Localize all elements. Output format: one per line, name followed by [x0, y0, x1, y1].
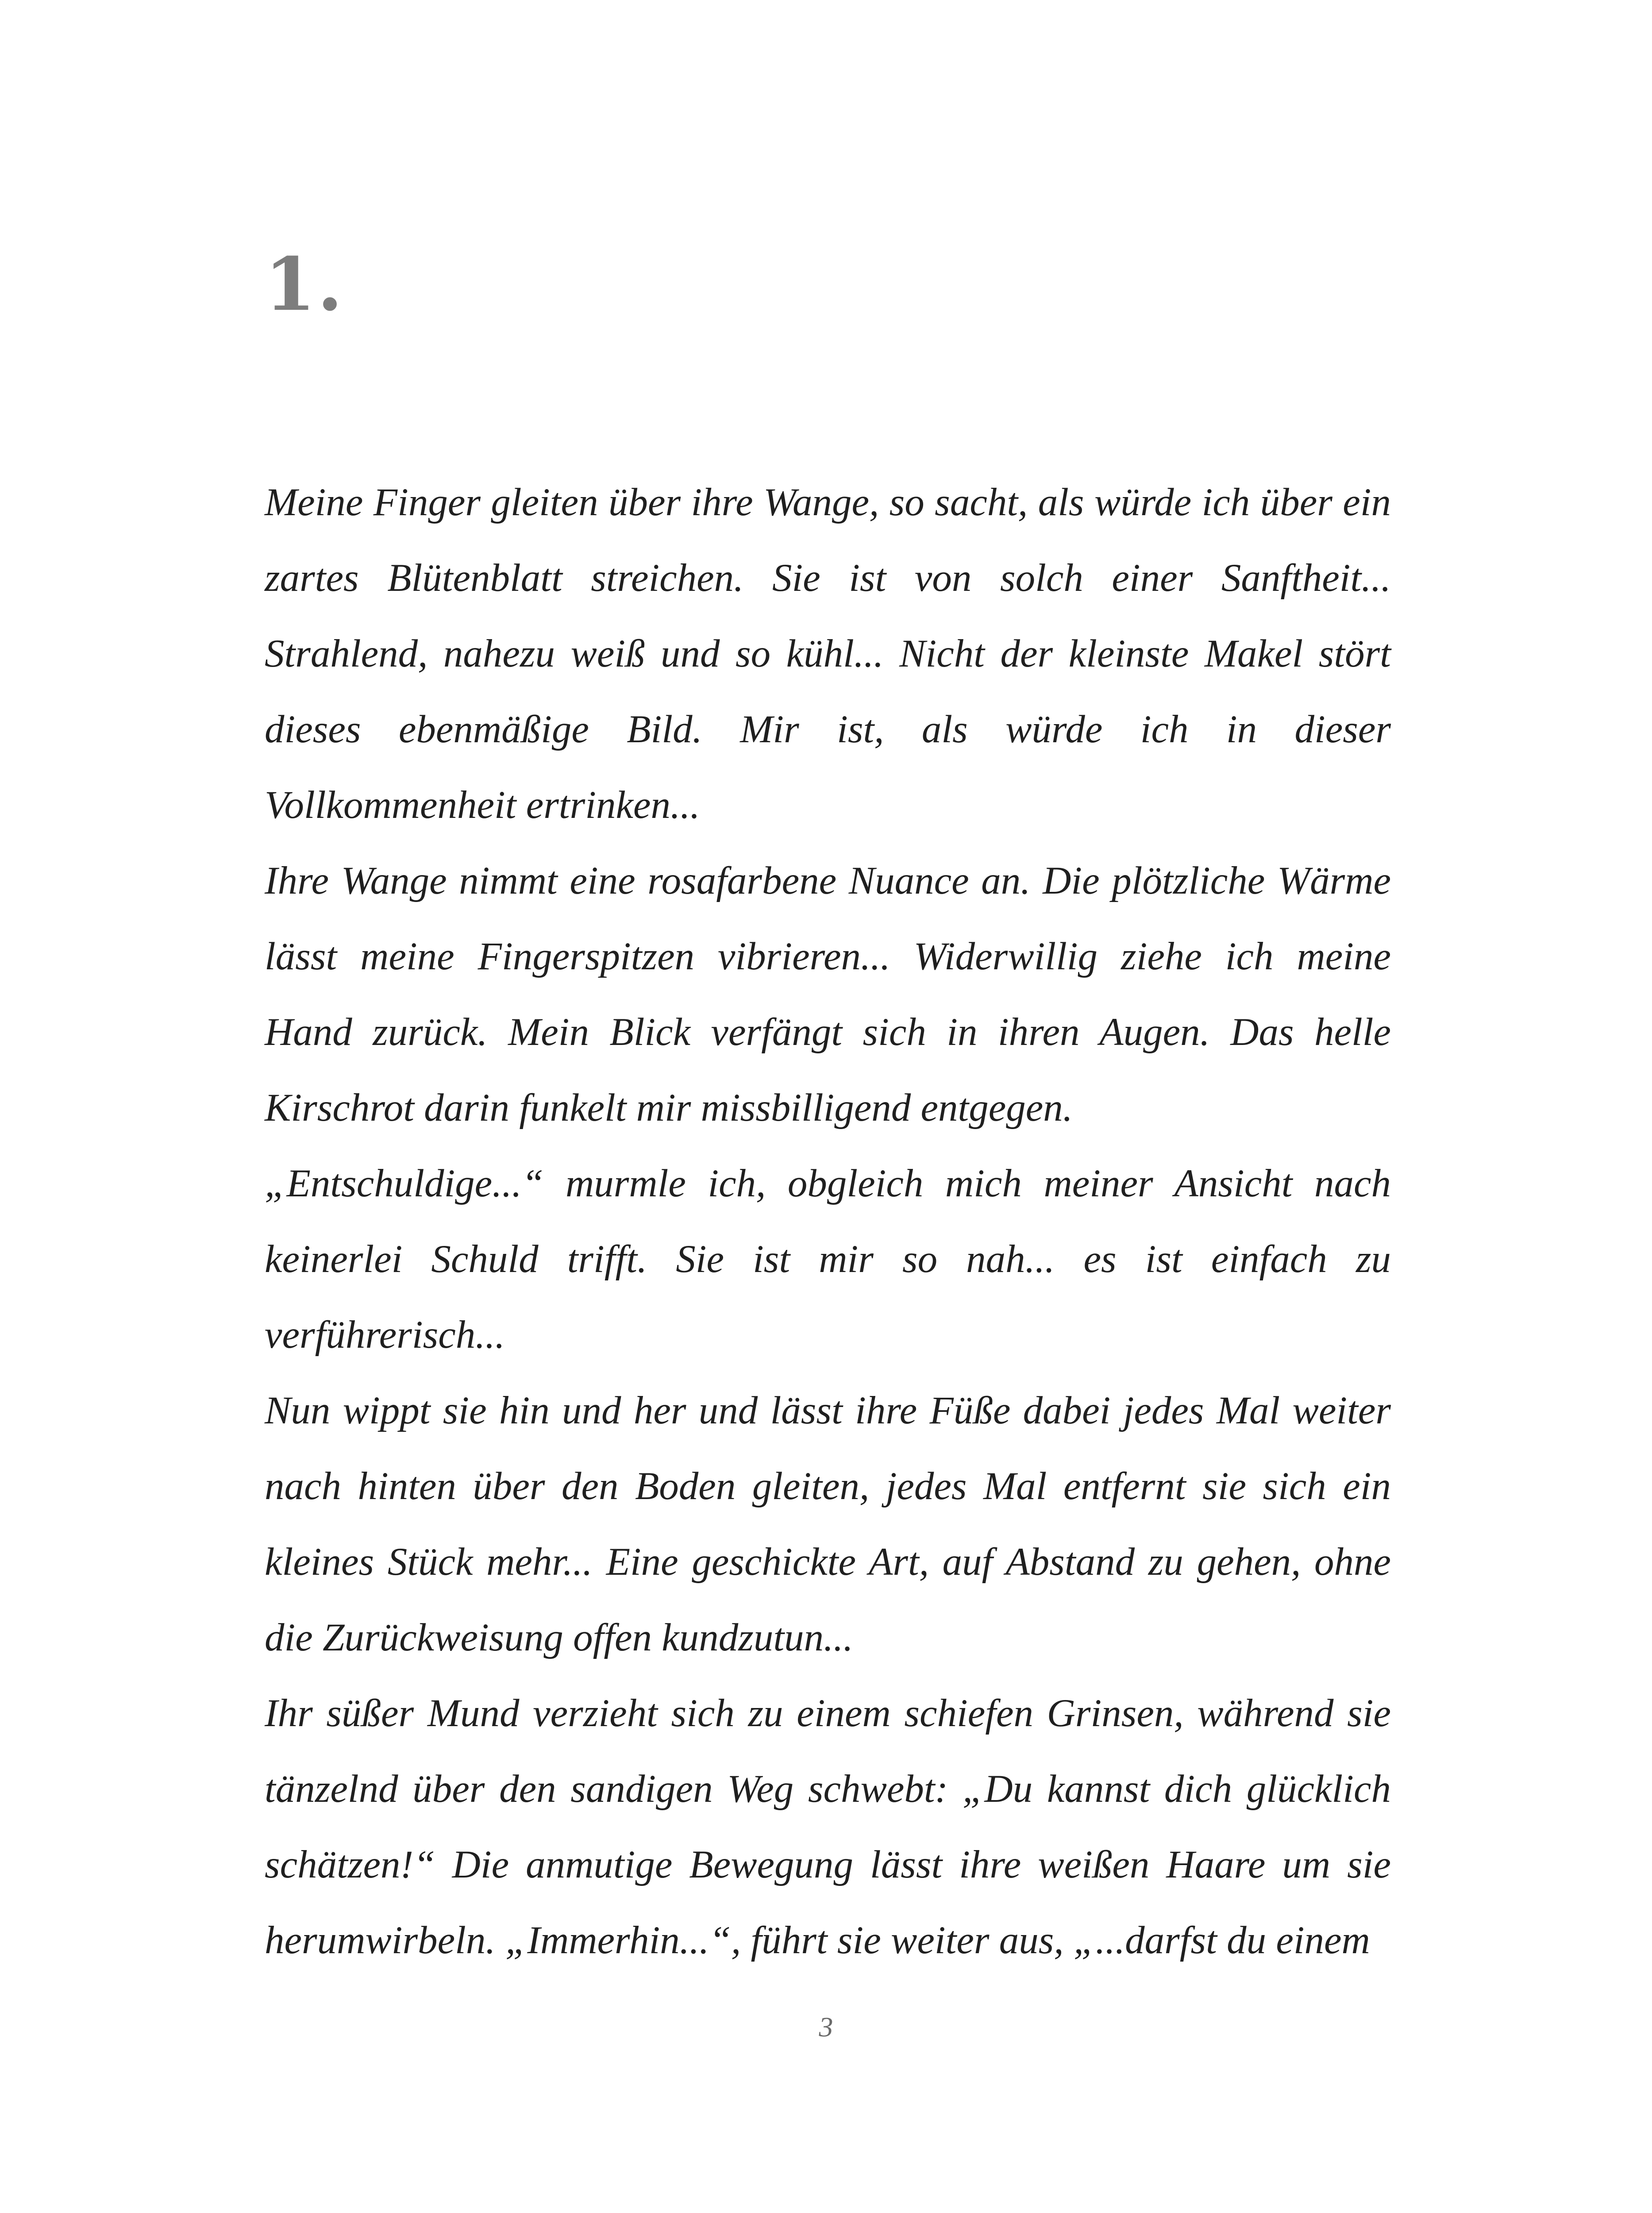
paragraph: Meine Finger gleiten über ihre Wange, so sacht, als würde ich über ein zartes Blütenblatt streichen. Sie ist von solch einer Sanftheit... Strahlend, nahezu weiß und so kühl... Nicht der kleinste Makel stört dieses ebenmäßige Bild. Mir ist, als würde ich in dieser Vollkommenheit ertrinken... — [265, 481, 1391, 827]
chapter-body — [265, 465, 1391, 1978]
paragraph: Ihre Wange nimmt eine rosafarbene Nuance an. Die plötzliche Wärme lässt meine Fingerspitzen vibrieren... Widerwillig ziehe ich meine Hand zurück. Mein Blick verfängt sich in ihren Augen. Das helle Kirschrot darin funkelt mir missbilligend entgegen. — [265, 859, 1391, 1130]
paragraph: „Entschuldige...“ murmle ich, obgleich mich meiner Ansicht nach keinerlei Schuld trifft. Sie ist mir so nah... es ist einfach zu verführerisch... — [265, 1162, 1391, 1357]
paragraph: Nun wippt sie hin und her und lässt ihre Füße dabei jedes Mal weiter nach hinten über den Boden gleiten, jedes Mal entfernt sie sich ein kleines Stück mehr... Eine geschickte Art, auf Abstand zu gehen, ohne die Zurückweisung offen kundzutun... — [265, 1389, 1391, 1659]
chapter-number: 1. — [265, 241, 345, 327]
paragraph: Ihr süßer Mund verzieht sich zu einem schiefen Grinsen, während sie tänzelnd über den sandigen Weg schwebt: „Du kannst dich glücklich schätzen!“ Die anmutige Bewegung lässt ihre weißen Haare um sie herumwirbeln. „Immerhin...“, führt sie weiter aus, „...darfst du einem — [265, 1692, 1391, 1962]
page-number: 3 — [819, 2011, 833, 2043]
